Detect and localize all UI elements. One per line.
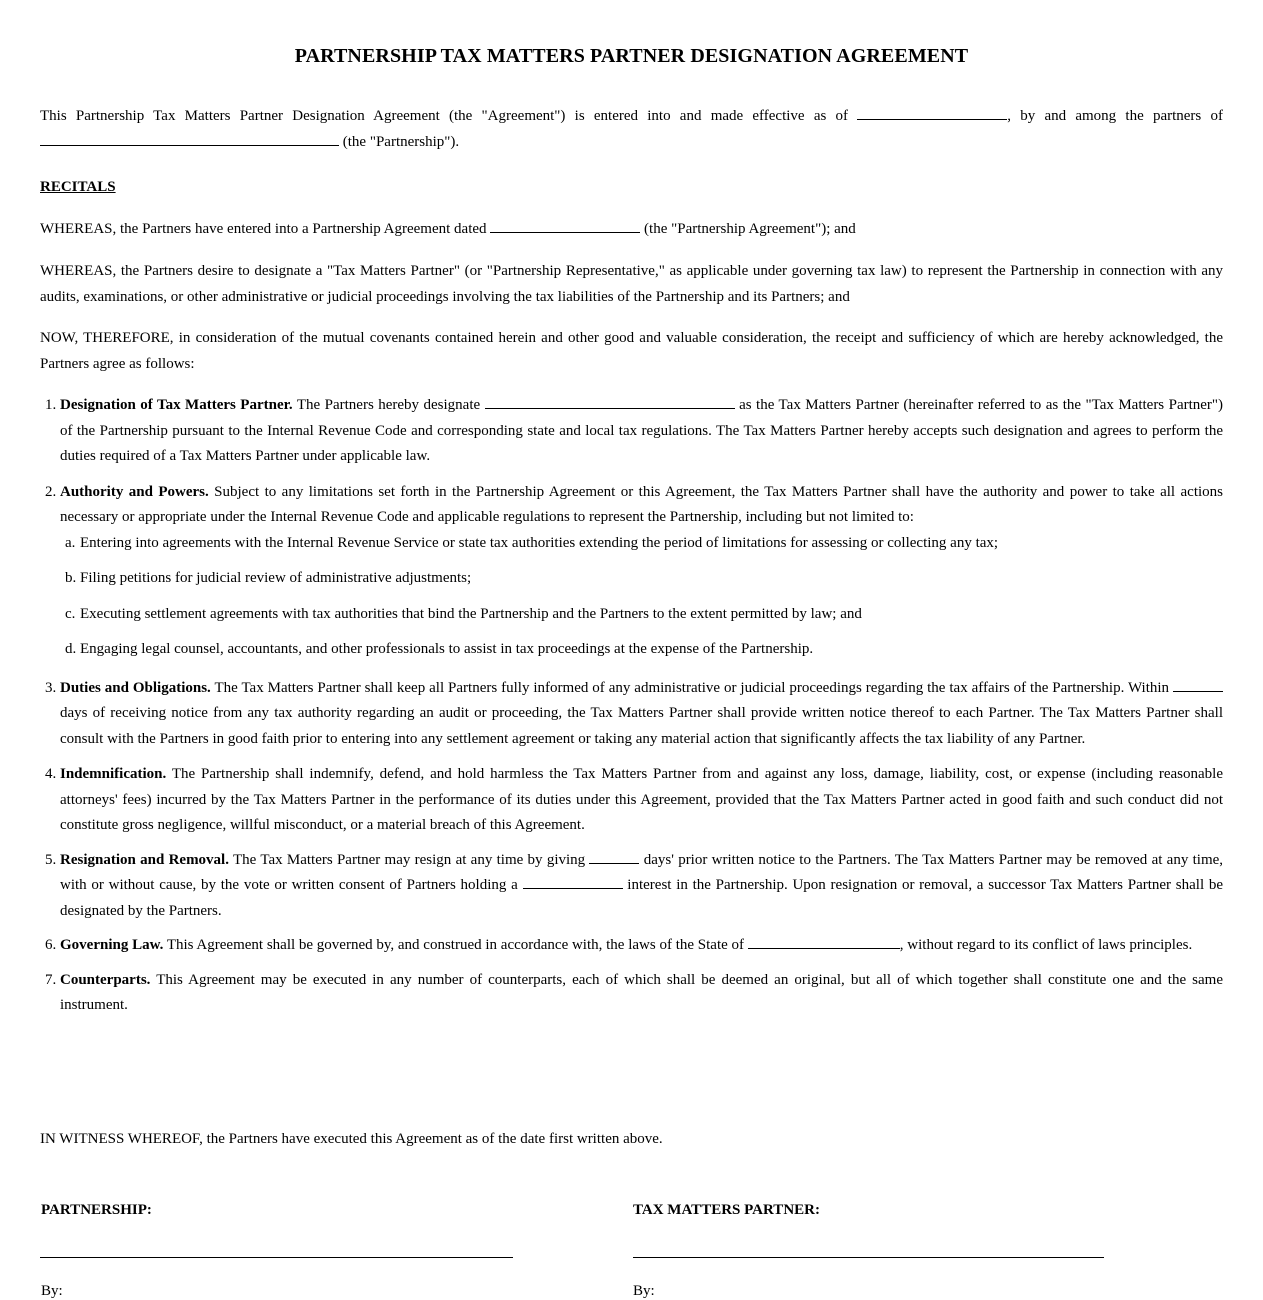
interest-percentage-blank[interactable] [523,874,623,889]
intro-text-2: , by and among the partners of [1007,108,1223,124]
partnership-signature-line[interactable] [40,1257,513,1258]
document-title: PARTNERSHIP TAX MATTERS PARTNER DESIGNATION AGREEMENT [294,45,969,67]
tax-matters-partner-by-label: By: [633,1283,655,1299]
whereas-paragraph-2: WHEREAS, the Partners desire to designate a "Tax Matters Partner" (or "Partnership Representative," as applicable under governing tax law) to represent the Partnership in connection with any audits, examinations, or other administrative or judicial proceedings involving the tax liabilities of the Partnership and its Partners; and [40,263,1223,305]
section-2: 2. Authority and Powers. Subject to any limitations set forth in the Partnership Agreement or this Agreement, the Tax Matters Partner shall have the authority and power to take all actions necessary or appropriate under the Internal Revenue Code and applicable regulations to represent the Partnership, including but not limited to: a. Entering into agreements with the Internal Revenue Service or state tax authorities extending the period of limitations for assessing or collecting any tax; b. Filing petitions for judicial review of administrative adjustments; c. Executing settlement agreements with tax authorities that bind the Partnership and the Partners to the extent permitted by law; and d. Engaging legal counsel, accountants, and other professionals to assist in tax proceedings at the expense of the Partnership. [40,480,1223,663]
section-4: 4. Indemnification. The Partnership shall indemnify, defend, and hold harmless the Tax Matters Partner from and against any loss, damage, liability, cost, or expense (including reasonable attorneys' fees) incurred by the Tax Matters Partner in the performance of its duties under this Agreement, provided that the Tax Matters Partner acted in good faith and such conduct did not constitute gross negligence, willful misconduct, or a material breach of this Agreement. [45,766,1223,833]
tax-matters-partner-name-blank[interactable] [485,394,735,409]
subitem-a: a. Entering into agreements with the Internal Revenue Service or state tax authorities extending the period of limitations for assessing or collecting any tax; [65,534,999,551]
intro-text-1: This Partnership Tax Matters Partner Designation Agreement (the "Agreement") is entered into and made effective as of [40,108,849,124]
sections-list [40,393,1223,1019]
governing-state-blank[interactable] [748,934,900,949]
whereas-paragraph-1: WHEREAS, the Partners have entered into a Partnership Agreement dated (the "Partnership Agreement"); and [40,217,1223,243]
subitem-d: d. Engaging legal counsel, accountants, and other professionals to assist in tax proceedings at the expense of the Partnership. [65,641,814,657]
section-1: 1. Designation of Tax Matters Partner. The Partners hereby designate as the Tax Matters Partner (hereinafter referred to as the "Tax Matters Partner") of the Partnership pursuant to the Internal Revenue Code and corresponding state and local tax regulations. The Tax Matters Partner hereby accepts such designation and agrees to perform the duties required of a Tax Matters Partner under applicable law. [40,393,1223,470]
section-6-heading: Governing Law. [60,937,164,953]
subitem-b: b. Filing petitions for judicial review of administrative adjustments; [65,570,472,586]
section-3: 3. Duties and Obligations. The Tax Matters Partner shall keep all Partners fully informed of any administrative or judicial proceedings regarding the tax affairs of the Partnership. Within days of receiving notice from any tax authority regarding an audit or proceeding, the Tax Matters Partner shall provide written notice thereof to each Partner. The Tax Matters Partner shall consult with the Partners in good faith prior to entering into any settlement agreement or taking any material action that significantly affects the tax liability of any Partner. [40,676,1223,753]
tax-matters-partner-signature-line[interactable] [633,1257,1104,1258]
partnership-signature-heading: PARTNERSHIP: [41,1202,152,1218]
section-5: 5. Resignation and Removal. The Tax Matters Partner may resign at any time by giving days' prior written notice to the Partners. The Tax Matters Partner may be removed at any time, with or without cause, by the vote or written consent of Partners holding a interest in the Partnership. Upon resignation or removal, a successor Tax Matters Partner shall be designated by the Partners. [40,848,1223,925]
intro-paragraph [40,104,1223,155]
notice-days-blank[interactable] [1173,677,1223,692]
effective-date-blank[interactable] [857,105,1007,120]
tax-matters-partner-signature-heading: TAX MATTERS PARTNER: [633,1202,820,1218]
partnership-name-blank[interactable] [40,131,339,146]
resignation-days-blank[interactable] [589,849,639,864]
subitem-c: c. Executing settlement agreements with tax authorities that bind the Partnership and the Partners to the extent permitted by law; and [65,605,862,622]
now-therefore-paragraph: NOW, THEREFORE, in consideration of the mutual covenants contained herein and other good and valuable consideration, the receipt and sufficiency of which are hereby acknowledged, the Partners agree as follows: [40,330,1223,372]
section-6: 6. Governing Law. This Agreement shall be governed by, and construed in accordance with, the laws of the State of , without regard to its conflict of laws principles. [40,933,1223,959]
section-4-heading: Indemnification. [60,766,167,782]
section-1-heading: Designation of Tax Matters Partner. [60,397,293,413]
section-5-heading: Resignation and Removal. [60,851,229,868]
authority-subitems [60,531,1223,663]
section-3-heading: Duties and Obligations. [60,679,211,696]
recitals-heading: RECITALS [40,179,116,195]
section-7-heading: Counterparts. [60,971,151,988]
partnership-agreement-date-blank[interactable] [490,218,640,233]
partnership-by-label: By: [41,1283,63,1299]
intro-text-3: (the "Partnership"). [342,133,460,150]
section-7: 7. Counterparts. This Agreement may be executed in any number of counterparts, each of which shall be deemed an original, but all of which together shall constitute one and the same instrument. [45,971,1223,1013]
section-2-heading: Authority and Powers. [60,483,209,500]
witness-paragraph: IN WITNESS WHEREOF, the Partners have executed this Agreement as of the date first written above. [40,1131,663,1147]
